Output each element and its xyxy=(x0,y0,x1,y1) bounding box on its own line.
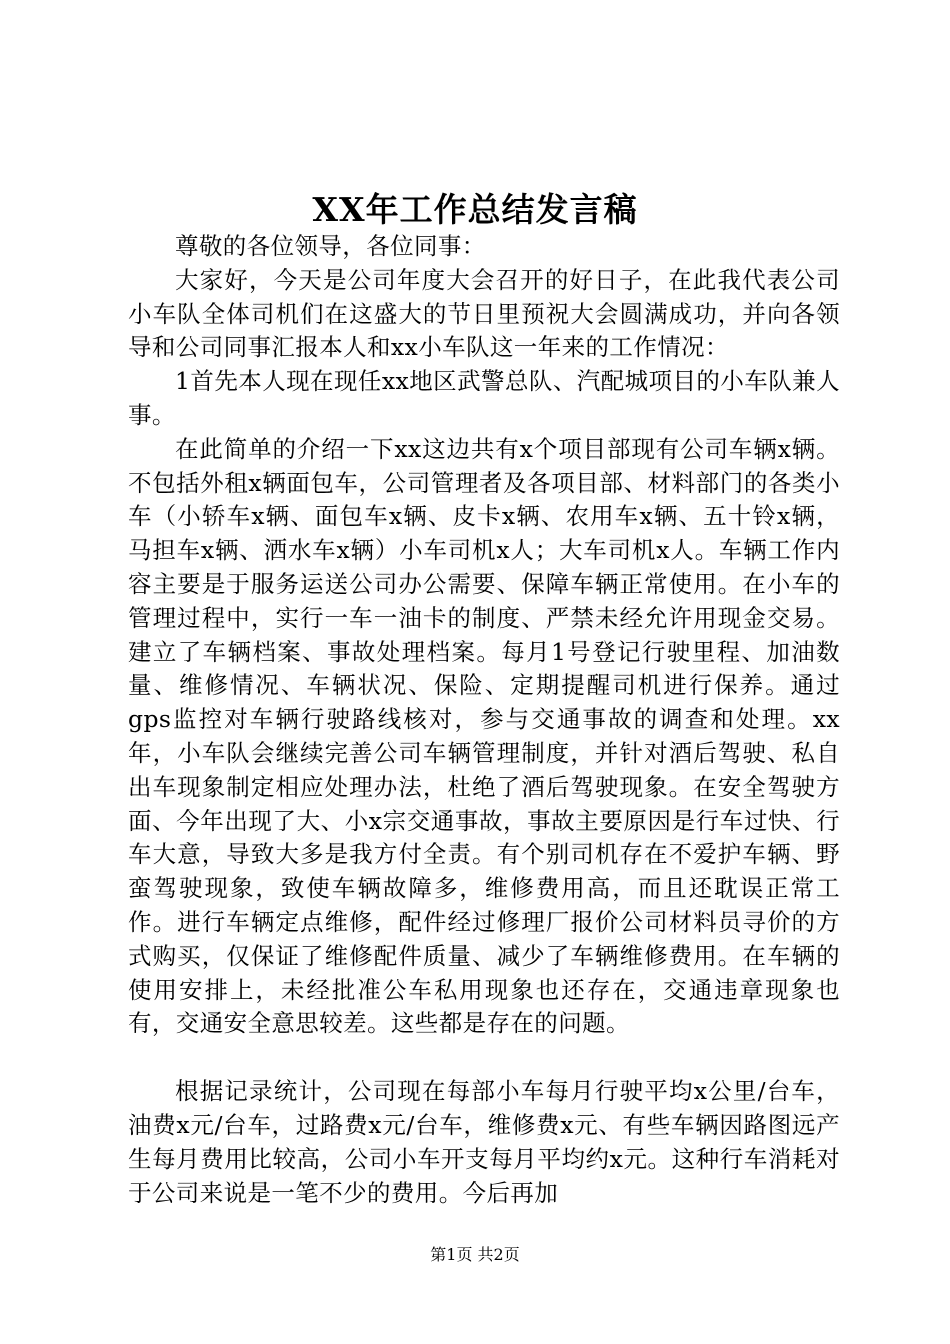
paragraph-fleet-management: 在此简单的介绍一下xx这边共有x个项目部现有公司车辆x辆。不包括外租x辆面包车，公司管理者及各项目部、材料部门的各类小车（小轿车x辆、面包车x辆、皮卡x辆、农用车x辆、五十铃x辆，马担车x辆、洒水车x辆）小车司机x人；大车司机x人。车辆工作内容主要是于服务运送公司办公需要、保障车辆正常使用。在小车的管理过程中，实行一车一油卡的制度、严禁未经允许用现金交易。建立了车辆档案、事故处理档案。每月1号登记行驶里程、加油数量、维修情况、车辆状况、保险、定期提醒司机进行保养。通过gps监控对车辆行驶路线核对，参与交通事故的调查和处理。xx年，小车队会继续完善公司车辆管理制度，并针对酒后驾驶、私自出车现象制定相应处理办法，杜绝了酒后驾驶现象。在安全驾驶方面、今年出现了大、小x宗交通事故，事故主要原因是行车过快、行车大意，导致大多是我方付全责。有个别司机存在不爱护车辆、野蛮驾驶现象，致使车辆故障多，维修费用高，而且还耽误正常工作。进行车辆定点维修，配件经过修理厂报价公司材料员寻价的方式购买，仅保证了维修配件质量、减少了车辆维修费用。在车辆的使用安排上，未经批准公车私用现象也还存在，交通违章现象也有，交通安全意思较差。这些都是存在的问题。 xyxy=(128,434,840,1038)
document-body xyxy=(128,230,840,1210)
paragraph-role: 1首先本人现在现任xx地区武警总队、汽配城项目的小车队兼人事。 xyxy=(128,367,840,429)
document-title: XX年工作总结发言稿 xyxy=(312,190,638,229)
page-number: 第1页 共2页 xyxy=(430,1245,520,1264)
paragraph-statistics: 根据记录统计，公司现在每部小车每月行驶平均x公里/台车，油费x元/台车，过路费x元/台车，维修费x元、有些车辆因路图远产生每月费用比较高，公司小车开支每月平均约x元。这种行车消耗对于公司来说是一笔不少的费用。今后再加 xyxy=(128,1077,840,1207)
salutation: 尊敬的各位领导，各位同事： xyxy=(175,232,486,260)
paragraph-greeting: 大家好，今天是公司年度大会召开的好日子，在此我代表公司小车队全体司机们在这盛大的节日里预祝大会圆满成功，并向各领导和公司同事汇报本人和xx小车队这一年来的工作情况： xyxy=(128,265,840,362)
